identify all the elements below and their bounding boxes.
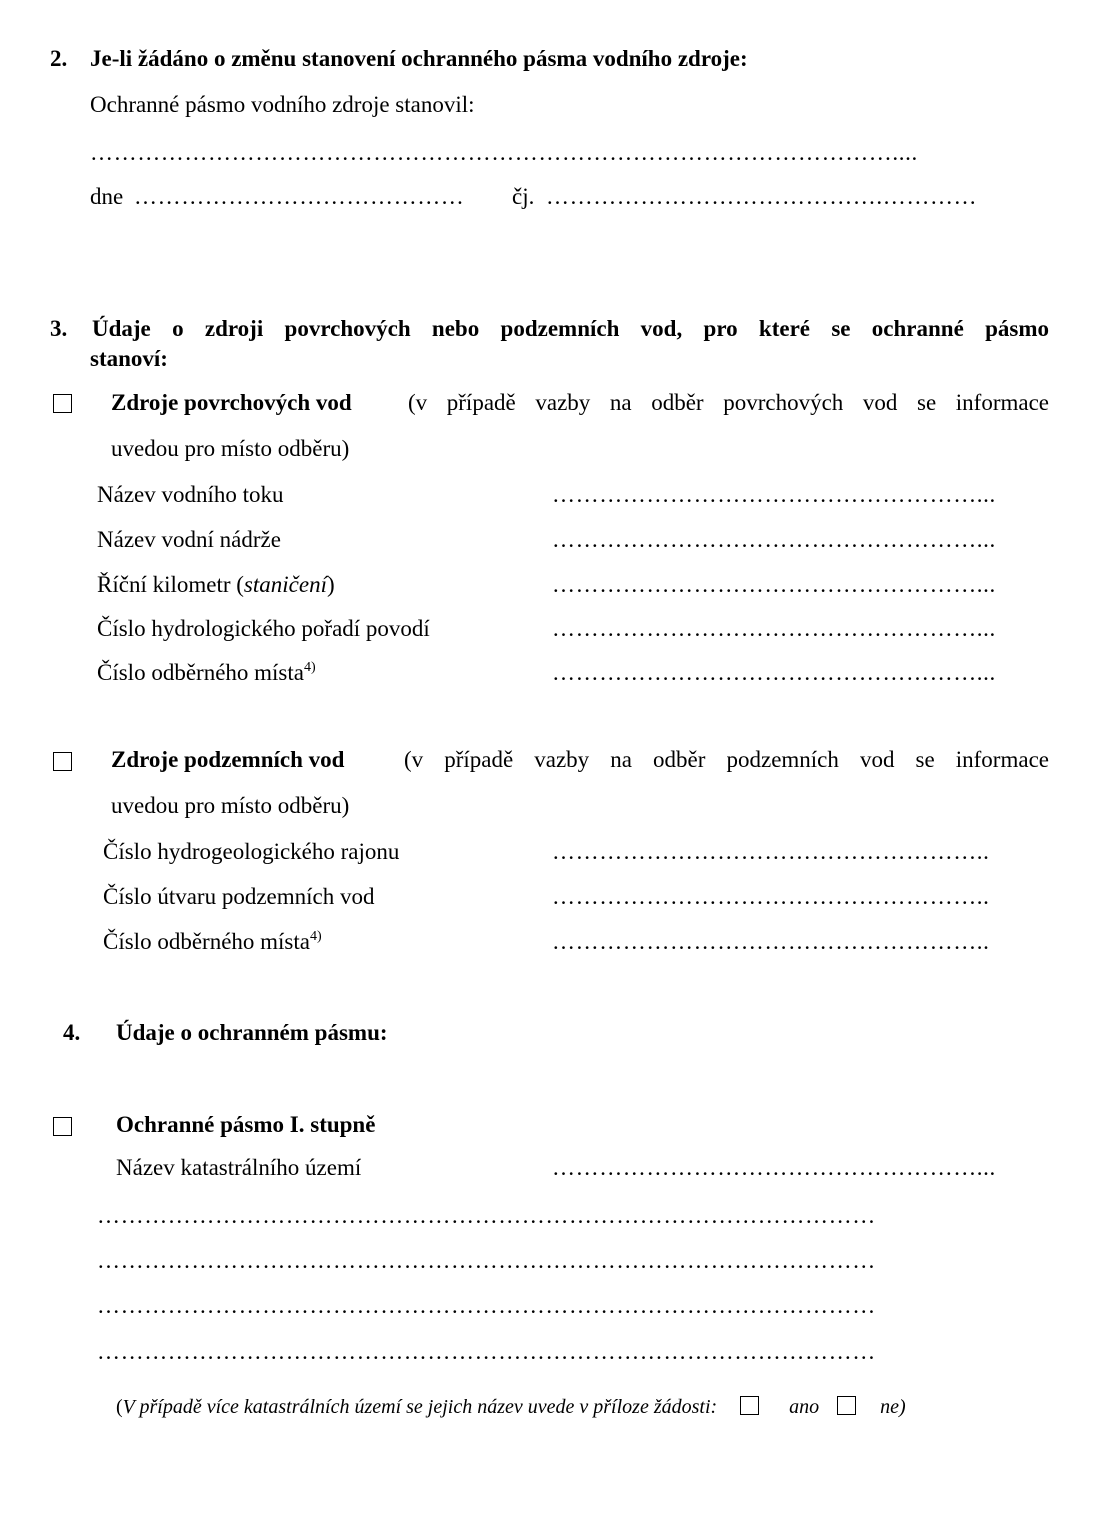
groundwater-title: Zdroje podzemních vod — [111, 747, 345, 772]
attachment-no-checkbox[interactable] — [837, 1396, 856, 1415]
cadastral-line-4[interactable]: ……………………………………………………………………………………… — [97, 1339, 876, 1364]
groundwater-intake-point-field[interactable]: ……………………………………………….. — [552, 929, 990, 954]
groundwater-note-line1: (v případě vazby na odběr podzemních vod se informace — [404, 747, 1049, 772]
surface-water-title: Zdroje povrchových vod — [111, 390, 352, 415]
groundwater-body-field[interactable]: ……………………………………………….. — [552, 884, 990, 909]
river-name-label: Název vodního toku — [97, 482, 284, 507]
surface-water-checkbox[interactable] — [53, 394, 72, 413]
river-km-field[interactable]: ………………………………………………... — [552, 572, 996, 597]
groundwater-intake-point-label: Číslo odběrného místa$^{4)}$ — [103, 929, 322, 954]
date-label: dne — [90, 184, 124, 209]
protection-zone-issuer-label: Ochranné pásmo vodního zdroje stanovil: — [90, 92, 475, 117]
cadastral-line-3[interactable]: ……………………………………………………………………………………… — [97, 1293, 876, 1318]
surface-water-note-line2: uvedou pro místo odběru) — [111, 436, 350, 461]
section-3-heading-line2: stanoví: — [90, 346, 168, 371]
surface-intake-point-label: Číslo odběrného místa$^{4)}$ — [97, 660, 316, 685]
groundwater-note-line2: uvedou pro místo odběru) — [111, 793, 350, 818]
attachment-yes-checkbox[interactable] — [740, 1396, 759, 1415]
hydrogeological-region-field[interactable]: ……………………………………………….. — [552, 839, 990, 864]
reservoir-name-field[interactable]: ………………………………………………... — [552, 527, 996, 552]
zone-1-checkbox[interactable] — [53, 1117, 72, 1136]
attachment-note — [116, 1396, 906, 1419]
cadastral-line-1[interactable]: ……………………………………………………………………………………… — [97, 1203, 876, 1228]
section-2-number: 2. — [50, 46, 68, 71]
surface-water-note-line1: (v případě vazby na odběr povrchových vod se informace — [408, 390, 1049, 415]
cadastral-area-label: Název katastrálního území — [116, 1155, 362, 1180]
attachment-note-paren: ( — [116, 1396, 123, 1418]
groundwater-checkbox[interactable] — [53, 752, 72, 771]
reservoir-name-label: Název vodní nádrže — [97, 527, 281, 552]
zone-1-title: Ochranné pásmo I. stupně — [116, 1112, 376, 1137]
attachment-no-label: ne) — [880, 1396, 906, 1418]
hydrological-order-field[interactable]: ………………………………………………... — [552, 616, 996, 641]
reference-number-label: čj. — [512, 184, 535, 209]
section-3-number: 3. — [50, 316, 68, 341]
cadastral-area-field[interactable]: ………………………………………………... — [552, 1155, 996, 1180]
section-3-heading-line1: Údaje o zdroji povrchových nebo podzemních vod, pro které se ochranné pásmo — [92, 316, 1049, 341]
section-4-heading: Údaje o ochranném pásmu: — [116, 1020, 388, 1045]
groundwater-body-label: Číslo útvaru podzemních vod — [103, 884, 375, 909]
date-field[interactable]: …………………………………… — [134, 184, 465, 209]
attachment-note-text: V případě více katastrálních území se jejich název uvede v příloze žádosti: — [122, 1396, 718, 1418]
hydrological-order-label: Číslo hydrologického pořadí povodí — [97, 616, 430, 641]
hydrogeological-region-label: Číslo hydrogeologického rajonu — [103, 839, 400, 864]
river-name-field[interactable]: ………………………………………………... — [552, 482, 996, 507]
section-4-number: 4. — [63, 1020, 81, 1045]
protection-zone-issuer-field[interactable]: ………………………………………………………………………………………….... — [90, 140, 918, 165]
surface-intake-point-field[interactable]: ………………………………………………... — [552, 660, 996, 685]
reference-number-field[interactable]: …………………………………….………… — [546, 184, 978, 209]
river-km-label: Říční kilometr (staničení) — [97, 572, 335, 597]
cadastral-line-2[interactable]: ……………………………………………………………………………………… — [97, 1248, 876, 1273]
section-2-heading: Je-li žádáno o změnu stanovení ochranného pásma vodního zdroje: — [90, 46, 748, 71]
attachment-yes-label: ano — [789, 1396, 820, 1418]
